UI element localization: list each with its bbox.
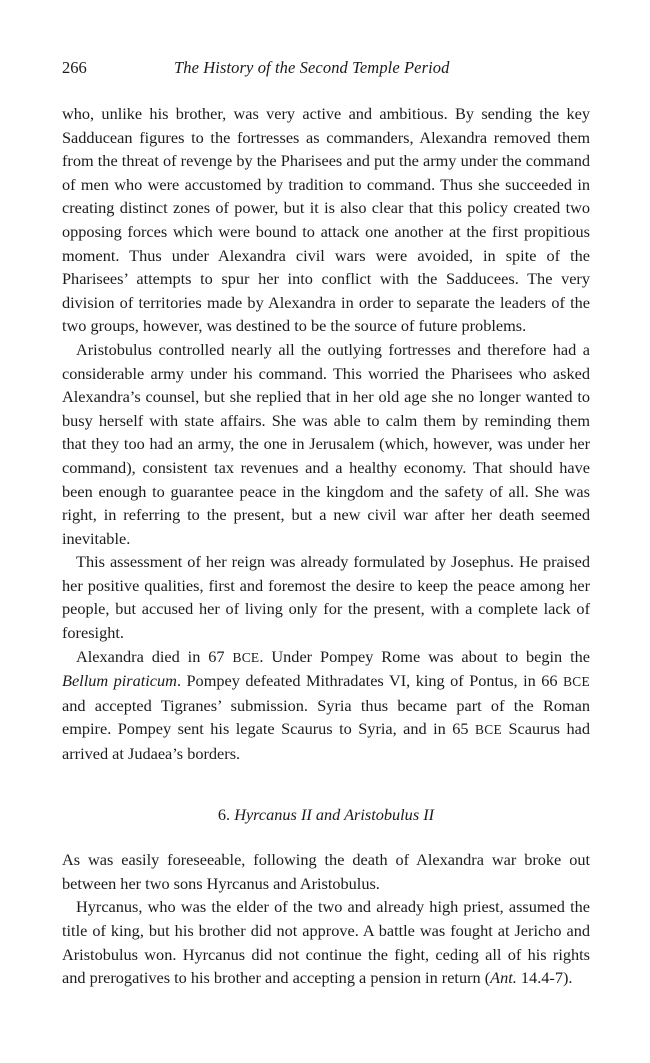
paragraph bbox=[62, 895, 590, 989]
page-number: 266 bbox=[62, 58, 87, 77]
running-title: The History of the Second Temple Period bbox=[174, 58, 450, 77]
book-page bbox=[62, 56, 590, 990]
era-abbreviation: BCE bbox=[475, 722, 502, 738]
text-run: Scaurus had arrived at Judaea’s borders. bbox=[62, 719, 591, 764]
paragraph: This assessment of her reign was already formulated by Josephus. He praised her positive qualities, first and foremost the desire to keep the peace among her people, but accused her of living only for the present, with a complete lack of foresight. bbox=[62, 552, 590, 643]
paragraph: who, unlike his brother, was very active and ambitious. By sending the key Sadducean figures to the fortresses as commanders, Alexandra removed them from the threat of revenge by the Pharisees and put the army under the command of men who were accustomed by tradition to command. Thus she succeeded in creating distinct zones of power, but it is also clear that this policy created two opposing forces which were bound to attack one another at the first propitious moment. Thus under Alexandra civil wars were avoided, in spite of the Pharisees’ attempts to spur her into conflict with the Sadducees. The very division of territories made by Alexandra in order to separate the leaders of the two groups, however, was destined to be the source of future problems. bbox=[62, 104, 590, 336]
section-title: Hyrcanus II and Aristobulus II bbox=[234, 804, 435, 824]
text-run: Hyrcanus, who was the elder of the two and already high priest, assumed the title of king, but his brother did not approve. A battle was fought at Jericho and Aristobulus won. Hyrcanus did not continue the fight, ceding all of his rights and prerogatives to his brother and accepting a pension in return ( bbox=[62, 897, 590, 988]
paragraph: As was easily foreseeable, following the death of Alexandra war broke out between her two sons Hyrcanus and Aristobulus. bbox=[62, 850, 590, 893]
paragraph: Aristobulus controlled nearly all the outlying fortresses and therefore had a considerable army under his command. This worried the Pharisees who asked Alexandra’s counsel, but she replied that in her old age she no longer wanted to busy herself with state affairs. She was able to calm them by reminding them that they too had an army, the one in Jerusalem (which, however, was under her command), consistent tax revenues and a healthy economy. That should have been enough to guarantee peace in the kingdom and the safety of all. She was right, in referring to the present, but a new civil war after her death seemed inevitable. bbox=[62, 339, 590, 548]
section-number: 6. bbox=[217, 804, 235, 824]
latin-term: Bellum piraticum bbox=[62, 671, 177, 691]
text-run: . Pompey defeated Mithradates VI, king of Pontus, in 66 bbox=[176, 671, 564, 691]
paragraph bbox=[62, 645, 590, 766]
era-abbreviation: BCE bbox=[232, 649, 260, 665]
section-heading bbox=[62, 803, 590, 827]
running-head bbox=[62, 56, 590, 80]
era-abbreviation: BCE bbox=[563, 674, 591, 690]
text-run: and accepted Tigranes’ submission. Syria thus became part of the Roman empire. Pompey sent his legate Scaurus to Syria, and in 65 bbox=[62, 695, 590, 739]
text-run: Alexandra died in 67 bbox=[76, 646, 233, 666]
text-run: . Under Pompey Rome was about to begin the bbox=[259, 646, 591, 666]
citation-abbreviation: Ant. bbox=[490, 968, 517, 988]
text-run: 14.4-7). bbox=[516, 968, 573, 988]
